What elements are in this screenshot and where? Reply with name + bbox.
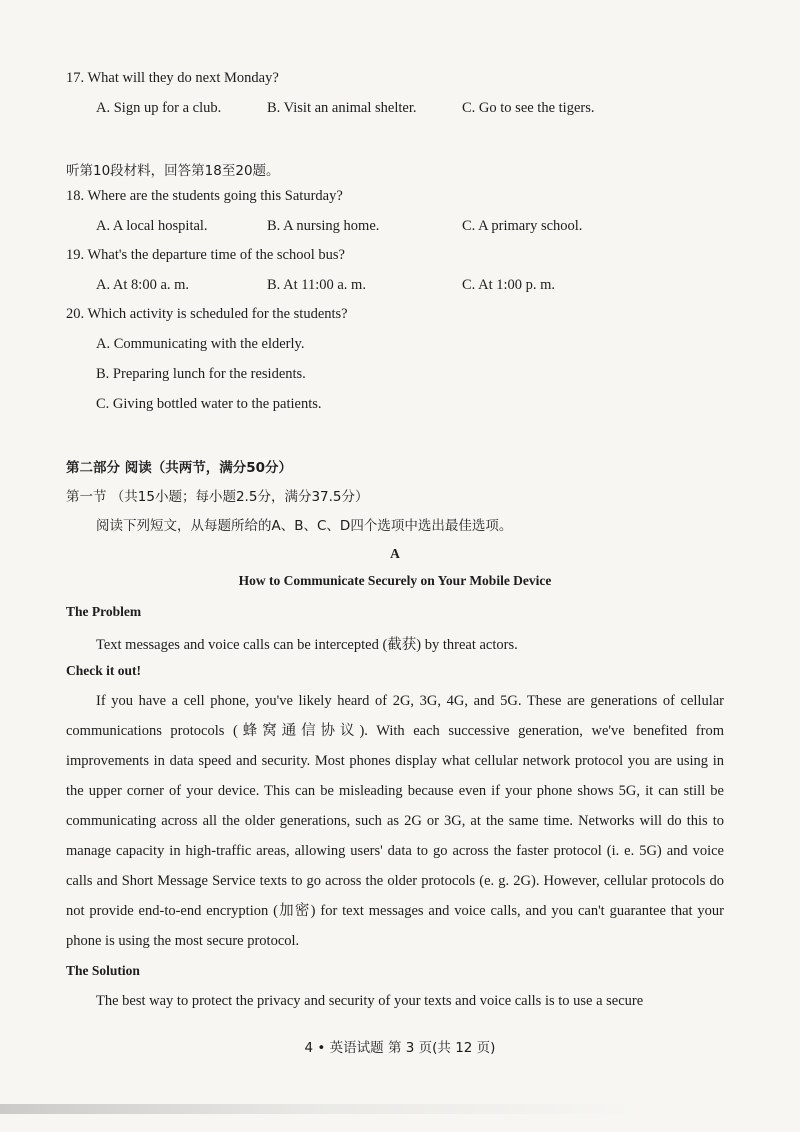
reading-instructions: 阅读下列短文，从每题所给的A、B、C、D四个选项中选出最佳选项。 (96, 518, 513, 534)
paragraph-check-it-out: If you have a cell phone, you've likely heard of 2G, 3G, 4G, and 5G. These are generations of cellular communications protocols (蜂窝通信协议). With each successive generation, we've benefited from improvements in data speed and security. Most phones display what cellular network protocol you are using in the upper corner of your device. This can be misleading because even if your phone shows 5G, it can still be communicating across all the older generations, such as 2G or 3G, at the same time. Networks will do this to manage capacity in high-traffic areas, allowing users' data to go across the faster protocol (i. e. 5G) and voice calls and Short Message Service texts to go across the older protocols (e. g. 2G). However, cellular protocols do not provide end-to-end encryption (加密) for text messages and voice calls, and you can't guarantee that your phone is using the most secure protocol. (66, 693, 724, 949)
question-17-option-c: C. Go to see the tigers. (462, 100, 595, 116)
question-19-option-a: A. At 8:00 a. m. (96, 277, 190, 293)
listening-material-10-instruction: 听第10段材料，回答第18至20题。 (66, 163, 280, 179)
question-18-option-b: B. A nursing home. (267, 218, 380, 234)
question-20-option-c: C. Giving bottled water to the patients. (96, 396, 322, 412)
question-20-option-b: B. Preparing lunch for the residents. (96, 366, 306, 382)
page-footer: 4 • 英语试题 第 3 页(共 12 页) (304, 1040, 496, 1056)
question-20-stem: 20. Which activity is scheduled for the students? (66, 306, 348, 322)
paragraph-the-solution: The best way to protect the privacy and security of your texts and voice calls is to use a secure (96, 993, 644, 1009)
question-19-option-b: B. At 11:00 a. m. (267, 277, 366, 293)
passage-title: How to Communicate Securely on Your Mobile Device (238, 573, 552, 588)
scan-edge-shadow (0, 1104, 800, 1114)
heading-check-it-out: Check it out! (66, 663, 141, 678)
heading-the-solution: The Solution (66, 963, 140, 978)
question-20-option-a: A. Communicating with the elderly. (96, 336, 305, 352)
paragraph-the-problem: Text messages and voice calls can be intercepted (截获) by threat actors. (96, 637, 518, 653)
question-18-option-a: A. A local hospital. (96, 218, 208, 234)
passage-letter: A (390, 546, 400, 561)
part-2-heading: 第二部分 阅读（共两节，满分50分） (66, 460, 292, 476)
question-19-option-c: C. At 1:00 p. m. (462, 277, 556, 293)
heading-the-problem: The Problem (66, 604, 142, 619)
question-18-stem: 18. Where are the students going this Saturday? (66, 188, 343, 204)
question-19-stem: 19. What's the departure time of the school bus? (66, 247, 345, 263)
question-17-option-a: A. Sign up for a club. (96, 100, 222, 116)
question-17-stem: 17. What will they do next Monday? (66, 70, 279, 86)
section-1-heading: 第一节 （共15小题；每小题2.5分，满分37.5分） (66, 489, 369, 505)
question-18-option-c: C. A primary school. (462, 218, 583, 234)
question-17-option-b: B. Visit an animal shelter. (267, 100, 417, 116)
